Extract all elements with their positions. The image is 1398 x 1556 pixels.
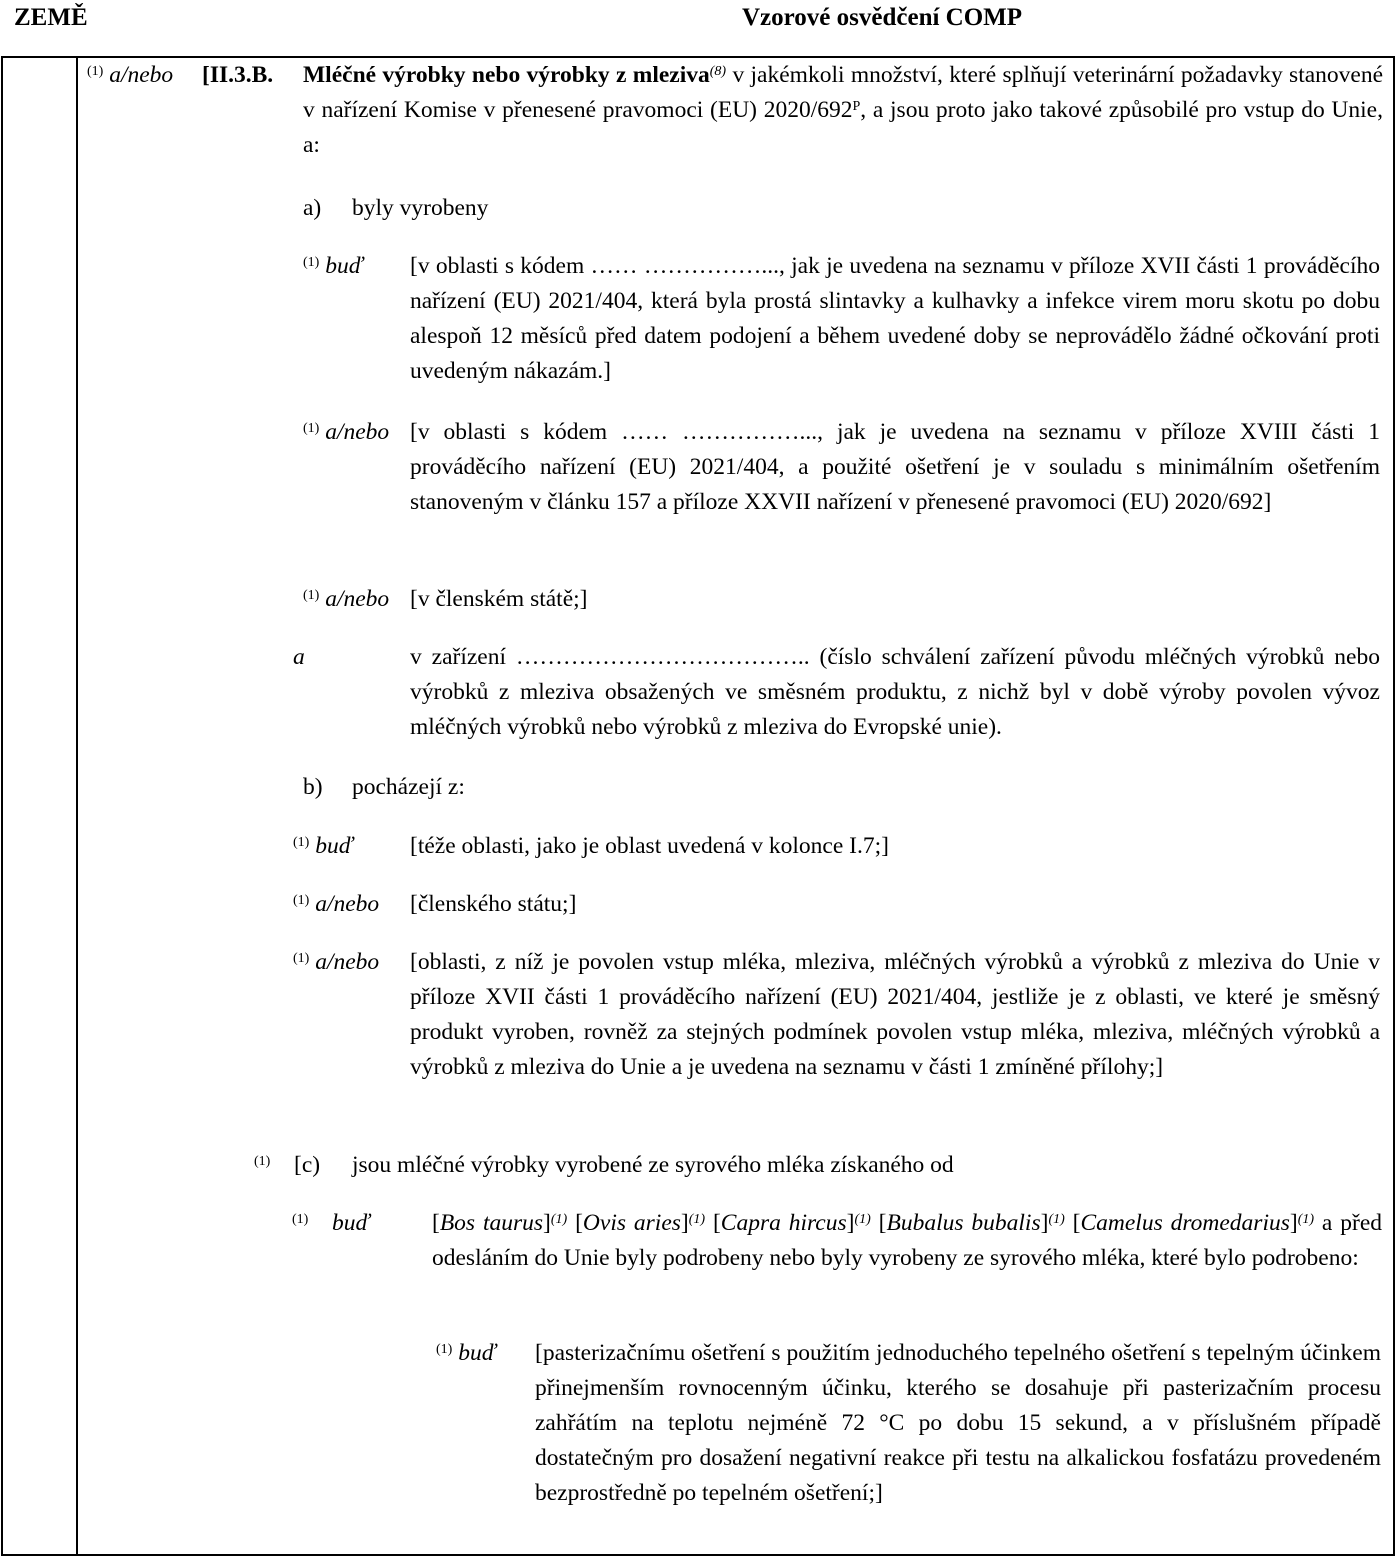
item-c-mark: (1)	[254, 1154, 271, 1169]
option-a1-label: $^{(1)}$ buď	[303, 253, 364, 279]
option-b1-text: [téže oblasti, jako je oblast uvedená v kolonce I.7;]	[410, 833, 889, 859]
certificate-title: Vzorové osvědčení COMP	[742, 4, 1023, 31]
establishment-text: v zařízení ……………………………….. (číslo schválení zařízení původu mléčných výrobků nebo výrobků z mleziva obsažených ve směsném produktu, z nichž byl v době výroby povolen vývoz mléčných výrobků nebo výrobků z mleziva do Evropské unie).	[410, 644, 1380, 740]
heading-paragraph: Mléčné výrobky nebo výrobky z mleziva$^{(8)}$ v jakémkoli množství, které splňují veterinární požadavky stanovené v nařízení Komise v přenesené pravomoci (EU) $2020/692^P$, a jsou proto jako takové způsobilé pro vstup do Unie, a:	[303, 62, 1384, 158]
option-a3-text: [v členském státě;]	[410, 586, 588, 612]
option-b2-text: [členského státu;]	[410, 891, 577, 917]
item-c-text: jsou mléčné výrobky vyrobené ze syrového mléka získaného od	[352, 1152, 954, 1178]
option-a2-text: [v oblasti s kódem …… ……………..., jak je uvedena na seznamu v příloze XVIII části 1 prováděcího nařízení (EU) 2021/404, a použité ošetření je v souladu s minimálním ošetřením stanoveným v článku 157 a příloze XXVII nařízení v přenesené pravomoci (EU) 2020/692]	[410, 419, 1380, 515]
heading-option: $^{(1)}$ a/nebo	[87, 62, 174, 88]
option-b3-label: $^{(1)}$ a/nebo	[293, 949, 380, 975]
option-b2-label: $^{(1)}$ a/nebo	[293, 891, 380, 917]
heading-code: [II.3.B.	[202, 62, 274, 88]
item-c-label: [c)	[294, 1152, 321, 1178]
option-b1-label: $^{(1)}$ buď	[293, 833, 354, 859]
item-a-text: byly vyrobeny	[352, 195, 489, 221]
species-option-label: buď	[332, 1210, 370, 1236]
pasteurization-text: [pasterizačnímu ošetření s použitím jednoduchého tepelného ošetření s tepelným účinkem přinejmenším rovnocenným účinku, kterého se dosahuje při pasterizačním procesu zahřátím na teplotu nejméně 72 °C po dobu 15 sekund, a v příslušném případě dostatečným pro dosažení negativní reakce při testu na alkalickou fosfatázu provedeném bezprostředně po tepelném ošetření;]	[535, 1340, 1381, 1506]
option-a3-label: $^{(1)}$ a/nebo	[303, 586, 390, 612]
species-option-mark: (1)	[292, 1212, 309, 1227]
pasteurization-option-label: $^{(1)}$ buď	[436, 1340, 497, 1366]
option-a2-label: $^{(1)}$ a/nebo	[303, 419, 390, 445]
item-b-label: b)	[303, 774, 323, 800]
column-divider	[76, 56, 78, 1556]
option-a1-text: [v oblasti s kódem …… ……………..., jak je uvedena na seznamu v příloze XVII části 1 prováděcího nařízení (EU) 2021/404, která byla prostá slintavky a kulhavky a infekce virem moru skotu po dobu alespoň 12 měsíců před datem podojení a během uvedené doby se neprovádělo žádné očkování proti uvedeným nákazám.]	[410, 253, 1380, 384]
item-a-label: a)	[303, 195, 322, 221]
country-label: ZEMĚ	[14, 4, 88, 31]
option-b3-text: [oblasti, z níž je povolen vstup mléka, mleziva, mléčných výrobků a výrobků z mleziva do Unie v příloze XVII části 1 prováděcího nařízení (EU) 2021/404, jestliže je z oblasti, ve které je směsný produkt vyroben, rovněž za stejných podmínek povolen vstup mléka, mleziva, mléčných výrobků a výrobků z mleziva do Unie a je uvedena na seznamu v části 1 zmíněné přílohy;]	[410, 949, 1380, 1080]
establishment-label: a	[293, 644, 305, 670]
species-clause-text: [Bos taurus]$^{(1)}$ [Ovis aries]$^{(1)}$ [Capra hircus]$^{(1)}$ [Bubalus bubalis]$^{(1)}$ [Camelus dromedarius]$^{(1)}$ a před odesláním do Unie byly podrobeny nebo byly vyrobeny ze syrového mléka, které bylo podrobeno:	[432, 1210, 1382, 1271]
item-b-text: pocházejí z:	[352, 774, 465, 800]
